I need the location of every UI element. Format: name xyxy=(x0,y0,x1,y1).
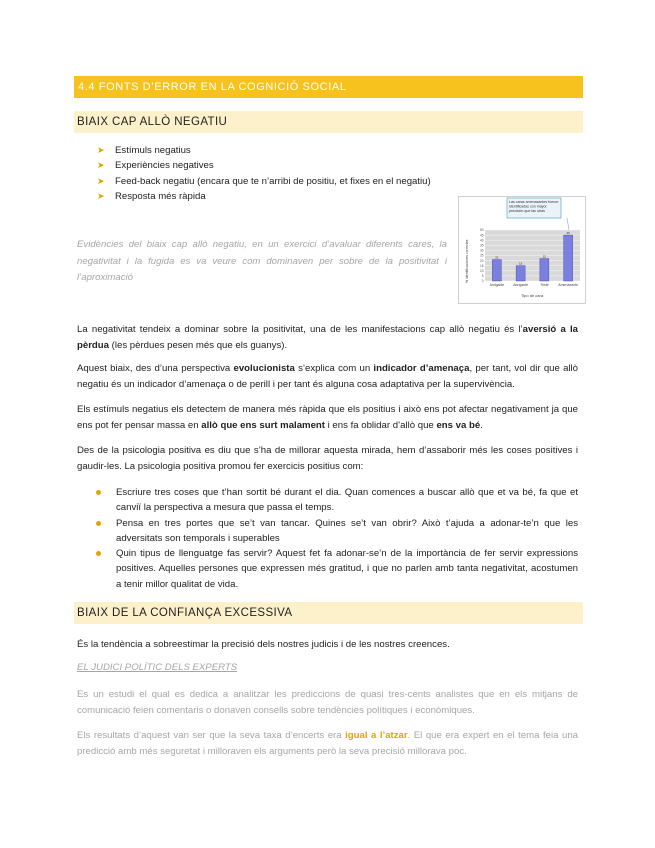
y-tick-label: 40 xyxy=(479,238,484,243)
bar-triste xyxy=(540,259,549,281)
subsection-title-negative-bias: BIAIX CAP ALLÒ NEGATIU xyxy=(74,111,583,133)
paragraph-evolutionary: Aquest biaix, des d’una perspectiva evolucionista s’explica com un indicador d’amenaça, per tant, vol dir que allò negatiu és un indicador d’amenaça o de perill i per tant és alguna cosa adaptativa per la supervivència. xyxy=(77,363,579,390)
y-tick-label: 35 xyxy=(479,243,484,248)
negative-stimuli-list xyxy=(97,143,431,204)
paragraph-positive-psychology: Des de la psicologia positiva es diu que s’ha de millorar aquesta mirada, hem d’assaborir més les coses positives i gaudir-les. La psicologia positiva promou fer exercicis positius com: xyxy=(77,445,578,472)
chart-callout-text: Las caras amenazantes fueron identificadas con mayor precisión que las otras xyxy=(509,200,559,213)
bullet-dot-icon xyxy=(96,521,101,526)
bar-amigable xyxy=(492,260,501,281)
bar-value-label: 21 xyxy=(495,255,499,260)
y-tick-label: 30 xyxy=(479,248,484,253)
list-item: Escriure tres coses que t’han sortit bé durant el dia. Quan comences a buscar allò que et va bé, fa que et canviï la perspectiva a mesura que passa el temps. xyxy=(96,485,578,516)
experts-study-link[interactable]: EL JUDICI POLÍTIC DELS EXPERTS xyxy=(77,662,238,673)
y-tick-label: 0 xyxy=(481,279,484,284)
x-tick-label: Amigable xyxy=(489,283,505,287)
paragraph-overconfidence-definition: És la tendència a sobreestimar la precisió dels nostres judicis i de les nostres creences. xyxy=(77,639,450,650)
x-tick-label: Abrigante xyxy=(513,283,529,287)
x-axis-label: Tipo de cara xyxy=(520,293,544,298)
bar-amenazante xyxy=(564,235,573,281)
list-item: ➤ Experiències negatives xyxy=(97,158,431,173)
bar-value-label: 22 xyxy=(542,254,547,259)
arrow-bullet-icon: ➤ xyxy=(97,190,105,201)
face-identification-chart xyxy=(458,196,586,304)
bar-value-label: 15 xyxy=(518,261,523,266)
y-tick-label: 10 xyxy=(479,269,484,273)
bar-chart xyxy=(459,197,585,303)
y-tick-label: 25 xyxy=(479,253,484,258)
list-item: ➤ Estímuls negatius xyxy=(97,143,431,158)
x-tick-label: Amenazante xyxy=(558,283,578,287)
figure-caption: Evidències del biaix cap allò negatiu, en un exercici d’avaluar diferents cares, la negativitat i la fugida es va veure com dominaven per sobre de la positivitat i l’aproximació xyxy=(77,239,447,283)
arrow-bullet-icon: ➤ xyxy=(97,145,105,155)
section-title: 4.4 FONTS D’ERROR EN LA COGNICIÓ SOCIAL xyxy=(74,76,583,98)
bar-value-label: 45 xyxy=(566,230,570,235)
x-tick-label: Triste xyxy=(540,283,549,287)
paragraph-study-results: Els resultats d’aquest van ser que la seva taxa d’encerts era igual a l’atzar. El que era expert en el tema feia una predicció amb més seguretat i milloraven els arguments però la seva precisió millorava poc. xyxy=(77,730,578,757)
arrow-bullet-icon: ➤ xyxy=(97,175,105,186)
bullet-dot-icon xyxy=(96,551,101,556)
list-item: ➤ Feed-back negatiu (encara que te n’arribi de positiu, et fixes en el negatiu) xyxy=(97,174,431,189)
x-tick-labels xyxy=(490,283,578,287)
y-tick-label: 5 xyxy=(481,274,484,279)
y-tick-label: 15 xyxy=(479,263,484,268)
list-item: Quin tipus de llenguatge fas servir? Aquest fet fa adonar-se’n de la importància de fer servir expressions positives. Aquelles persones que expressen més gratitud, i que no parlen amb tanta negativitat, acostumen a tenir millor qualitat de vida. xyxy=(96,546,578,592)
y-tick-label: 50 xyxy=(479,228,484,233)
paragraph-detection: Els estímuls negatius els detectem de manera més ràpida que els positius i això ens pot afectar negativament ja que ens pot fer pensar massa en allò que ens surt malament i ens fa oblidar d’allò que ens va bé. xyxy=(77,404,578,431)
bullet-dot-icon xyxy=(96,490,101,495)
bar-abrigante xyxy=(516,266,525,281)
positive-exercises-list xyxy=(96,485,578,592)
subsection-title-overconfidence: BIAIX DE LA CONFIANÇA EXCESSIVA xyxy=(74,602,583,624)
paragraph-study-description: Es un estudi el qual es dedica a analitzar les prediccions de quasi tres-cents analistes que en els mitjans de comunicació feien comentaris o donaven consells sobre tendències polítiques i econòmiques. xyxy=(77,689,578,716)
list-item: ➤ Resposta més ràpida xyxy=(97,189,431,204)
y-tick-label: 45 xyxy=(479,233,484,238)
list-item: Pensa en tres portes que se’t van tancar. Quines se’t van obrir? Això t’ajuda a adonar-te’n que les adversitats son temporals i superables xyxy=(96,516,578,547)
arrow-bullet-icon: ➤ xyxy=(97,160,105,171)
callout-pointer xyxy=(567,218,569,230)
y-axis-label: % identificaciones correctas xyxy=(465,239,469,283)
paragraph-negativity: La negativitat tendeix a dominar sobre la positivitat, una de les manifestacions cap allò negatiu és l’aversió a la pèrdua (les pèrdues pesen més que els guanys). xyxy=(77,324,578,351)
y-tick-labels xyxy=(480,228,484,283)
y-tick-label: 20 xyxy=(479,258,484,263)
